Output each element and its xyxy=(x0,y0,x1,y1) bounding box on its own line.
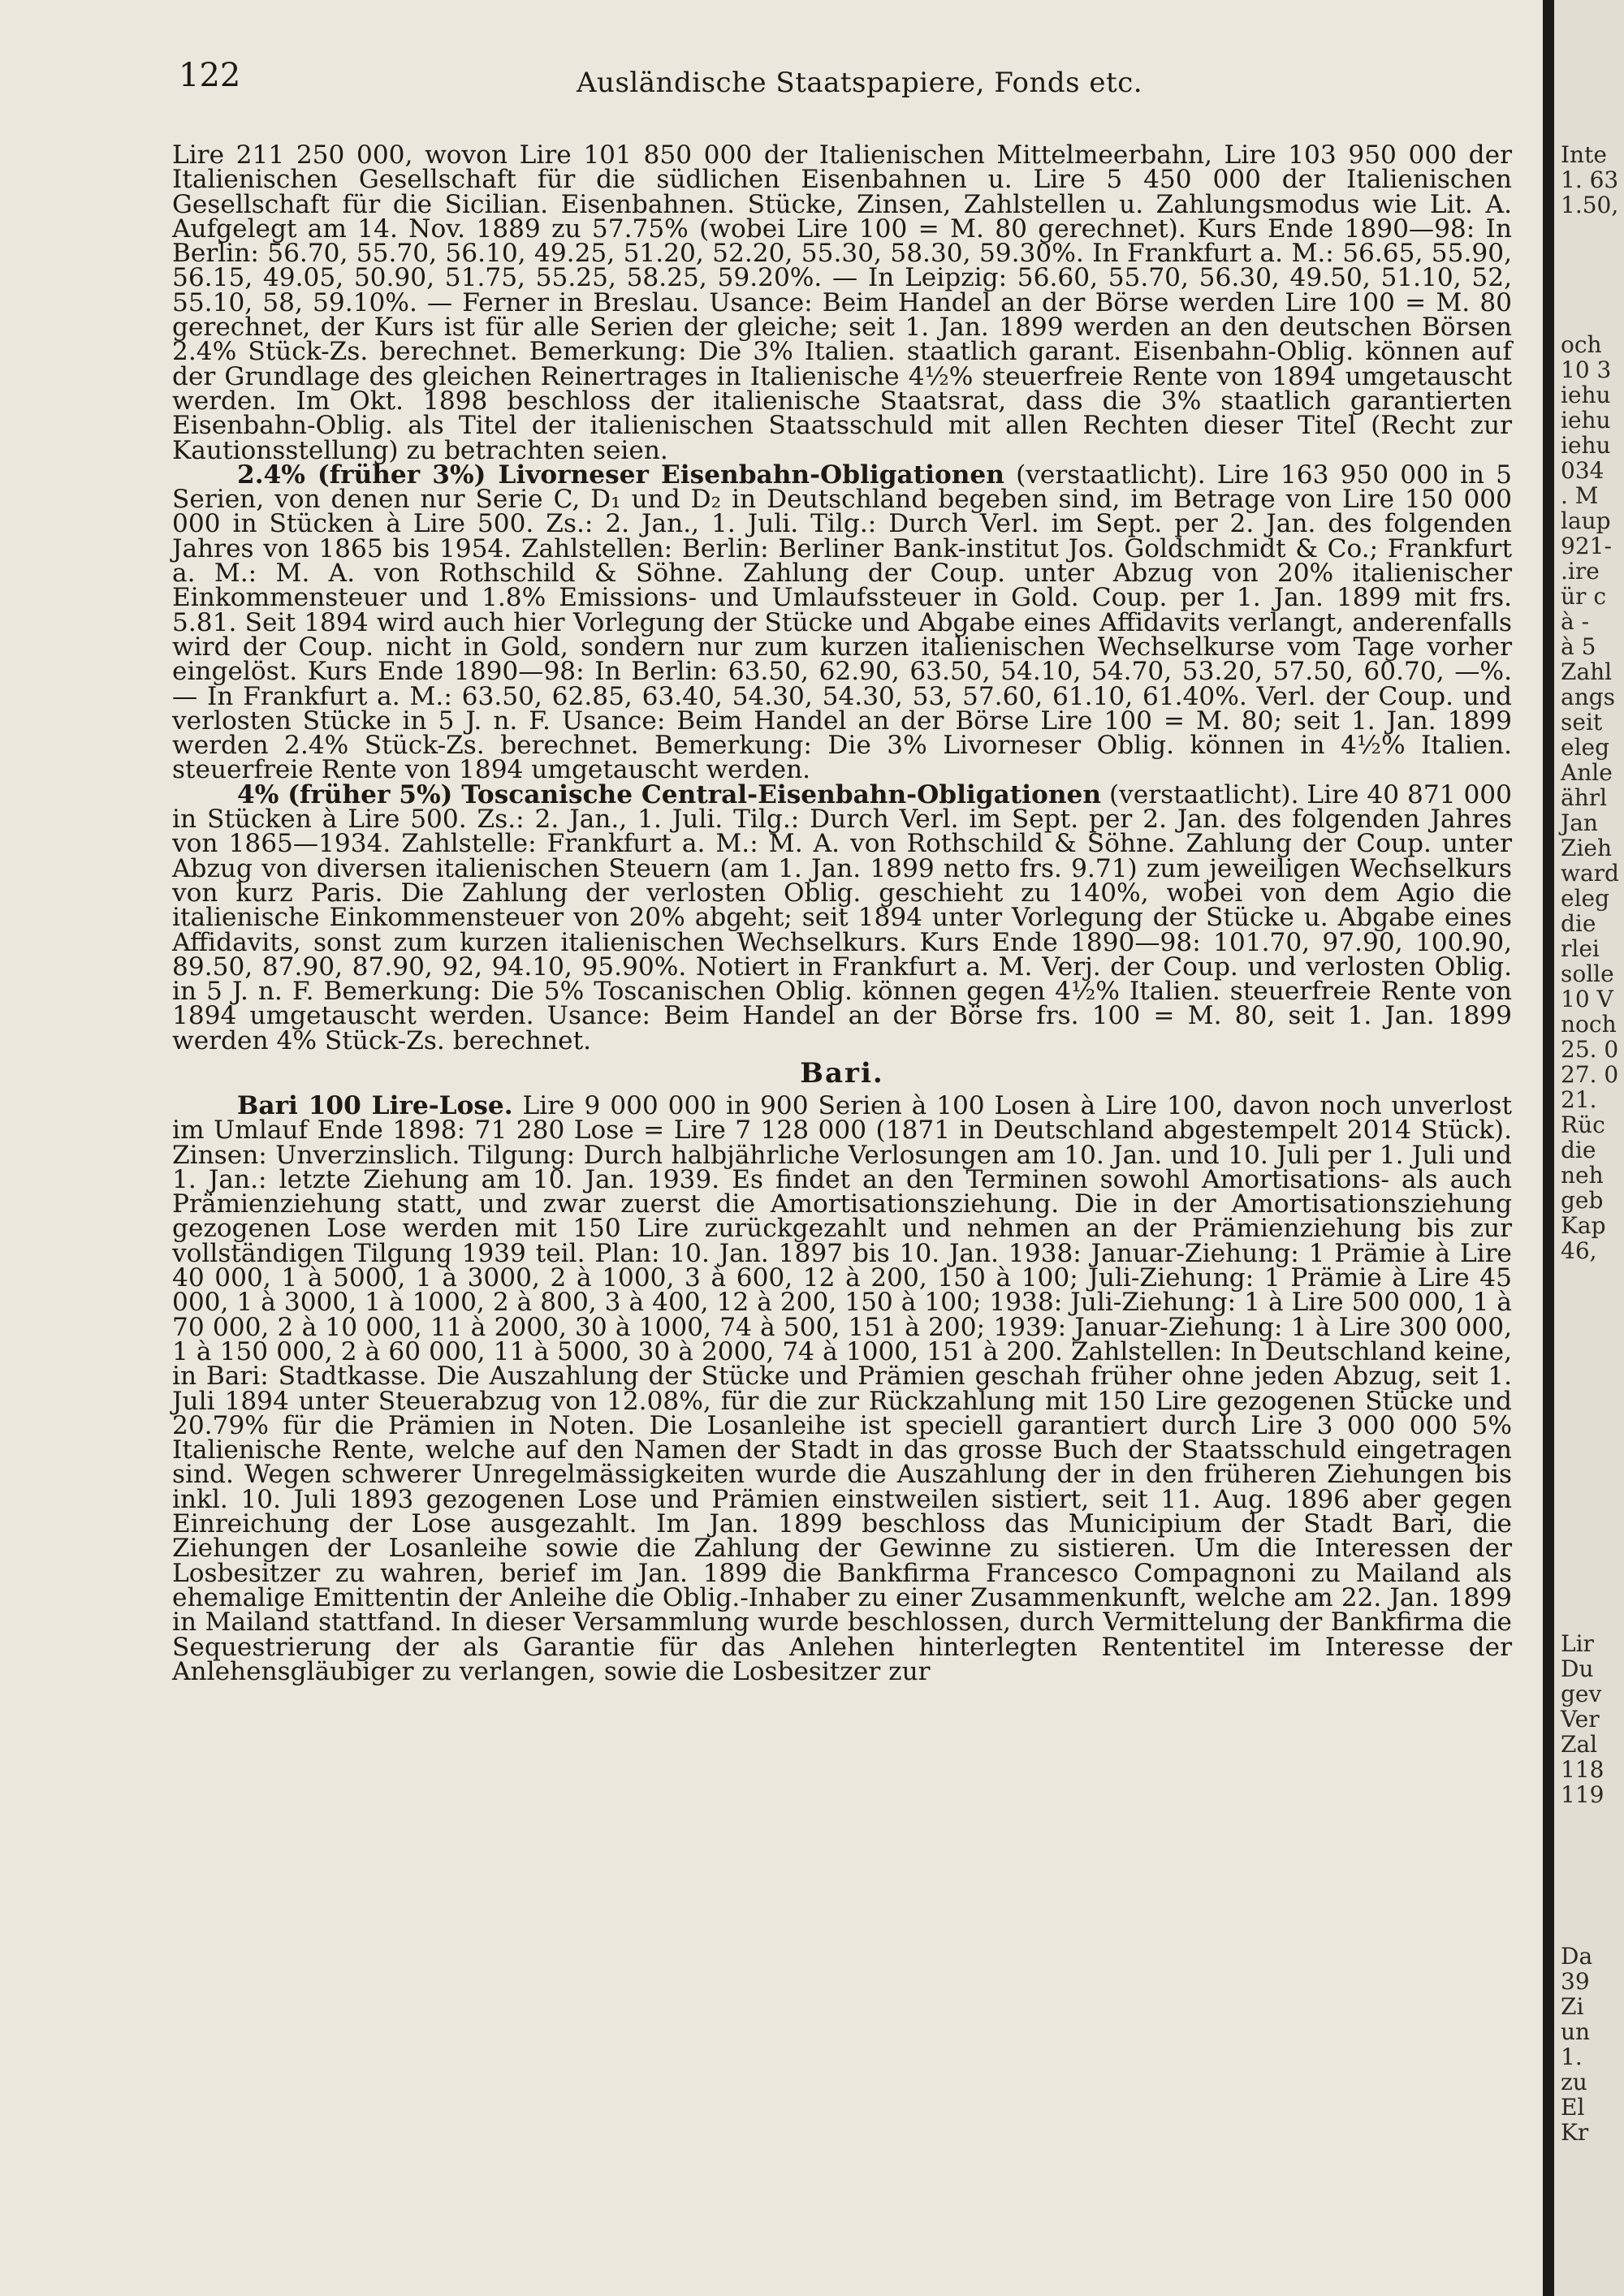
paragraph-italian-railway-bonds: Lire 211 250 000, wovon Lire 101 850 000 der Italienischen Mittelmeerbahn, Lire 103 950 000 der Italienischen Gesellschaft für die südlichen Eisenbahnen u. Lire 5 450 000 der Italienischen Gesellschaft für die Sicilian. Eisenbahnen. Stücke, Zinsen, Zahlstellen u. Zahlungsmodus wie Lit. A. Aufgelegt am 14. Nov. 1889 zu 57.75% (wobei Lire 100 = M. 80 gerechnet). Kurs Ende 1890—98: In Berlin: 56.70, 55.70, 56.10, 49.25, 51.20, 52.20, 55.30, 58.30, 59.30%. In Frankfurt a. M.: 56.65, 55.90, 56.15, 49.05, 50.90, 51.75, 55.25, 58.25, 59.20%. — In Leipzig: 56.60, 55.70, 56.30, 49.50, 51.10, 52, 55.10, 58, 59.10%. — Ferner in Breslau. Usance: Beim Handel an der Börse werden Lire 100 = M. 80 gerechnet, der Kurs ist für alle Serien der gleiche; seit 1. Jan. 1899 werden an den deutschen Börsen 2.4% Stück-Zs. berechnet. Bemerkung: Die 3% Italien. staatlich garant. Eisenbahn-Oblig. können auf der Grundlage des gleichen Reinertrages in Italienische 4½% steuerfreie Rente von 1894 umgetauscht werden. Im Okt. 1898 beschloss der italienische Staatsrat, dass die 3% staatlich garantierten Eisenbahn-Oblig. als Titel der italienischen Staatsschuld mit allen Rechten dieser Titel (Recht zur Kautionsstellung) zu betrachten seien. xyxy=(172,140,1512,465)
adjacent-page-fragment: rlei xyxy=(1561,935,1600,962)
adjacent-page-fragment: eleg xyxy=(1561,734,1610,761)
adjacent-page-fragment: Zal xyxy=(1561,1731,1598,1758)
paragraph-toscanische-bonds xyxy=(172,779,1512,1055)
adjacent-page-fragment: à 5 xyxy=(1561,633,1596,660)
adjacent-page-fragment: die xyxy=(1561,910,1596,937)
adjacent-page-fragment: geb xyxy=(1561,1187,1604,1214)
adjacent-page-fragment: Zi xyxy=(1561,1993,1584,2020)
adjacent-page-fragment: eleg xyxy=(1561,885,1610,912)
adjacent-page-fragment: Kr xyxy=(1561,2119,1589,2146)
adjacent-page-fragment: . M xyxy=(1561,482,1599,509)
entry-title-livorneser: 2.4% (früher 3%) Livorneser Eisenbahn-Obligationen xyxy=(237,460,1004,490)
adjacent-page-fragment: och xyxy=(1561,331,1602,358)
adjacent-page-fragment: solle xyxy=(1561,960,1614,987)
adjacent-page-fragment: à - xyxy=(1561,608,1590,635)
entry-text-toscanische: (verstaatlicht). Lire 40 871 000 in Stücken à Lire 500. Zs.: 2. Jan., 1. Juli. Tilg.: Durch Verl. im Sept. per 2. Jan. des folgenden Jahres von 1865—1934. Zahlstelle: Frankfurt a. M.: M. A. von Rothschild & Söhne. Zahlung der Coup. unter Abzug von diversen italienischen Steuern (am 1. Jan. 1899 netto frs. 9.71) zum jeweiligen Wechselkurs von kurz Paris. Die Zahlung der verlosten Oblig. geschieht zu 140%, wobei von dem Agio die italienische Einkommensteuer von 20% abgeht; seit 1894 unter Vorlegung der Stücke u. Abgabe eines Affidavits, sonst zum kurzen italienischen Wechselkurs. Kurs Ende 1890—98: 101.70, 97.90, 100.90, 89.50, 87.90, 87.90, 92, 94.10, 95.90%. Notiert in Frankfurt a. M. Verj. der Coup. und verlosten Oblig. in 5 J. n. F. Bemerkung: Die 5% Toscanischen Oblig. können gegen 4½% Italien. steuerfreie Rente von 1894 umgetauscht werden. Usance: Beim Handel an der Börse frs. 100 = M. 80, seit 1. Jan. 1899 werden 4% Stück-Zs. berechnet. xyxy=(172,779,1512,1055)
adjacent-page-fragment: seit xyxy=(1561,709,1603,736)
adjacent-page-fragment: 1.50, xyxy=(1561,192,1619,218)
adjacent-page-fragment: zu xyxy=(1561,2069,1587,2095)
adjacent-page-fragment: 10 V xyxy=(1561,986,1613,1012)
adjacent-page-fragment: die xyxy=(1561,1137,1596,1163)
adjacent-page-fragment: Kap xyxy=(1561,1212,1606,1239)
adjacent-page-fragment: 1. 63 xyxy=(1561,166,1619,193)
adjacent-page-fragment: iehu xyxy=(1561,407,1611,434)
adjacent-page-fragment: iehu xyxy=(1561,432,1611,459)
adjacent-page-fragment: Anle xyxy=(1561,759,1613,786)
adjacent-page-fragment: ährl xyxy=(1561,784,1608,811)
adjacent-page-fragment: un xyxy=(1561,2018,1591,2045)
adjacent-page-fragment: 27. 0 xyxy=(1561,1061,1619,1088)
adjacent-page-fragment: Inte xyxy=(1561,141,1607,168)
adjacent-page-fragment: El xyxy=(1561,2094,1585,2121)
adjacent-page-fragment: Du xyxy=(1561,1655,1594,1682)
paragraph-bari-lose xyxy=(172,1090,1512,1686)
adjacent-page-fragment: ür c xyxy=(1561,583,1606,610)
adjacent-page-fragment: 921- xyxy=(1561,533,1612,559)
adjacent-page-fragment: Ver xyxy=(1561,1706,1600,1733)
adjacent-page-fragment: 21. xyxy=(1561,1086,1597,1113)
adjacent-page-fragment: 034 xyxy=(1561,457,1605,484)
adjacent-page-fragment: 39 xyxy=(1561,1968,1590,1995)
page-header xyxy=(179,57,1510,106)
adjacent-page-fragment: 118 xyxy=(1561,1756,1605,1783)
adjacent-page-fragment: 10 3 xyxy=(1561,356,1612,383)
adjacent-page-fragment: Lir xyxy=(1561,1630,1594,1657)
adjacent-page-fragment: 1. xyxy=(1561,2044,1583,2070)
entry-text-livorneser: (verstaatlicht). Lire 163 950 000 in 5 Serien, von denen nur Serie C, D₁ und D₂ in Deutschland begeben sind, im Betrage von Lire 150 000 000 in Stücken à Lire 500. Zs.: 2. Jan., 1. Juli. Tilg.: Durch Verl. im Sept. per 2. Jan. des folgenden Jahres von 1865 bis 1954. Zahlstellen: Berlin: Berliner Bank-institut Jos. Goldschmidt & Co.; Frankfurt a. M.: M. A. von Rothschild & Söhne. Zahlung der Coup. unter Abzug von 20% italienischer Einkommensteuer und 1.8% Emissions- und Umlaufssteuer in Gold. Coup. per 1. Jan. 1899 mit frs. 5.81. Seit 1894 wird auch hier Vorlegung der Stücke und Abgabe eines Affidavits verlangt, anderenfalls wird der Coup. nicht in Gold, sondern nur zum kurzen italienischen Wechselkurse vom Tage vorher eingelöst. Kurs Ende 1890—98: In Berlin: 63.50, 62.90, 63.50, 54.10, 54.70, 53.20, 57.50, 60.70, —%. — In Frankfurt a. M.: 63.50, 62.85, 63.40, 54.30, 54.30, 53, 57.60, 61.10, 61.40%. Verl. der Coup. und verlosten Stücke in 5 J. n. F. Usance: Beim Handel an der Börse Lire 100 = M. 80; seit 1. Jan. 1899 werden 2.4% Stück-Zs. berechnet. Bemerkung: Die 3% Livorneser Oblig. können in 4½% Italien. steuerfreie Rente von 1894 umgetauscht werden. xyxy=(172,460,1512,785)
adjacent-page-fragment: Rüc xyxy=(1561,1111,1605,1138)
section-heading-bari: Bari. xyxy=(800,1056,884,1090)
entry-title-bari: Bari 100 Lire-Lose. xyxy=(237,1090,513,1120)
adjacent-page-fragment: ward xyxy=(1561,860,1619,887)
entry-text-bari: Lire 9 000 000 in 900 Serien à 100 Losen à Lire 100, davon noch unverlost im Umlauf Ende 1898: 71 280 Lose = Lire 7 128 000 (1871 in Deutschland abgestempelt 2014 Stück). Zinsen: Unverzinslich. Tilgung: Durch halbjährliche Verlosungen am 10. Jan. und 10. Juli per 1. Juli und 1. Jan.: letzte Ziehung am 10. Jan. 1939. Es findet an den Terminen sowohl Amortisations- als auch Prämienziehung statt, und zwar zuerst die Amortisationsziehung. Die in der Amortisationsziehung gezogenen Lose werden mit 150 Lire zurückgezahlt und nehmen an der Prämienziehung bis zur vollständigen Tilgung 1939 teil. Plan: 10. Jan. 1897 bis 10. Jan. 1938: Januar-Ziehung: 1 Prämie à Lire 40 000, 1 à 5000, 1 à 3000, 2 à 1000, 3 à 600, 12 à 200, 150 à 100; Juli-Ziehung: 1 Prämie à Lire 45 000, 1 à 3000, 1 à 1000, 2 à 800, 3 à 400, 12 à 200, 150 à 100; 1938: Juli-Ziehung: 1 à Lire 500 000, 1 à 70 000, 2 à 10 000, 11 à 2000, 30 à 1000, 74 à 500, 151 à 200; 1939: Januar-Ziehung: 1 à Lire 300 000, 1 à 150 000, 2 à 60 000, 11 à 5000, 30 à 2000, 74 à 1000, 151 à 200. Zahlstellen: In Deutschland keine, in Bari: Stadtkasse. Die Auszahlung der Stücke und Prämien geschah früher ohne jeden Abzug, seit 1. Juli 1894 unter Steuerabzug von 12.08%, für die zur Rückzahlung mit 150 Lire gezogenen Stücke und 20.79% für die Prämien in Noten. Die Losanleihe ist speciell garantiert durch Lire 3 000 000 5% Italienische Rente, welche auf den Namen der Stadt in das grosse Buch der Staatsschuld eingetragen sind. Wegen schwerer Unregelmässigkeiten wurde die Auszahlung der in den früheren Ziehungen bis inkl. 10. Juli 1893 gezogenen Lose und Prämien einstweilen sistiert, seit 11. Aug. 1896 aber gegen Einreichung der Lose ausgezahlt. Im Jan. 1899 beschloss das Municipium der Stadt Bari, die Ziehungen der Losanleihe sowie die Zahlung der Gewinne zu sistieren. Um die Interessen der Losbesitzer zu wahren, berief im Jan. 1899 die Bankfirma Francesco Compagnoni zu Mailand als ehemalige Emittentin der Anleihe die Oblig.-Inhaber zu einer Zusammenkunft, welche am 22. Jan. 1899 in Mailand stattfand. In dieser Versammlung wurde beschlossen, durch Vermittelung der Bankfirma die Sequestrierung der als Garantie für das Anlehen hinterlegten Rententitel im Interesse der Anlehensgläubiger zu verlangen, sowie die Losbesitzer zur xyxy=(172,1090,1512,1686)
adjacent-page-fragment: angs xyxy=(1561,684,1616,710)
adjacent-page-fragment: noch xyxy=(1561,1011,1617,1038)
paragraph-livorneser-bonds xyxy=(172,460,1512,785)
page-number: 122 xyxy=(179,57,241,94)
adjacent-page-fragment: Zahl xyxy=(1561,658,1613,685)
adjacent-page-edge xyxy=(1554,0,1624,2296)
adjacent-page-fragment: laup xyxy=(1561,507,1611,534)
adjacent-page-fragment: neh xyxy=(1561,1162,1604,1189)
page-body xyxy=(172,140,1512,1686)
book-gutter xyxy=(1543,0,1554,2296)
adjacent-page-fragment: 119 xyxy=(1561,1781,1605,1808)
entry-title-toscanische: 4% (früher 5%) Toscanische Central-Eisenbahn-Obligationen xyxy=(237,779,1102,809)
adjacent-page-fragment: Zieh xyxy=(1561,835,1613,861)
adjacent-page-fragment: 46, xyxy=(1561,1237,1597,1264)
adjacent-page-fragment: gev xyxy=(1561,1681,1602,1707)
adjacent-page-fragment: Jan xyxy=(1561,809,1598,836)
adjacent-page-fragment: .ire xyxy=(1561,558,1600,585)
adjacent-page-fragment: iehu xyxy=(1561,382,1611,408)
adjacent-page-fragment: Da xyxy=(1561,1943,1593,1970)
adjacent-page-fragment: 25. 0 xyxy=(1561,1036,1619,1063)
running-title: Ausländische Staatspapiere, Fonds etc. xyxy=(577,67,1143,99)
